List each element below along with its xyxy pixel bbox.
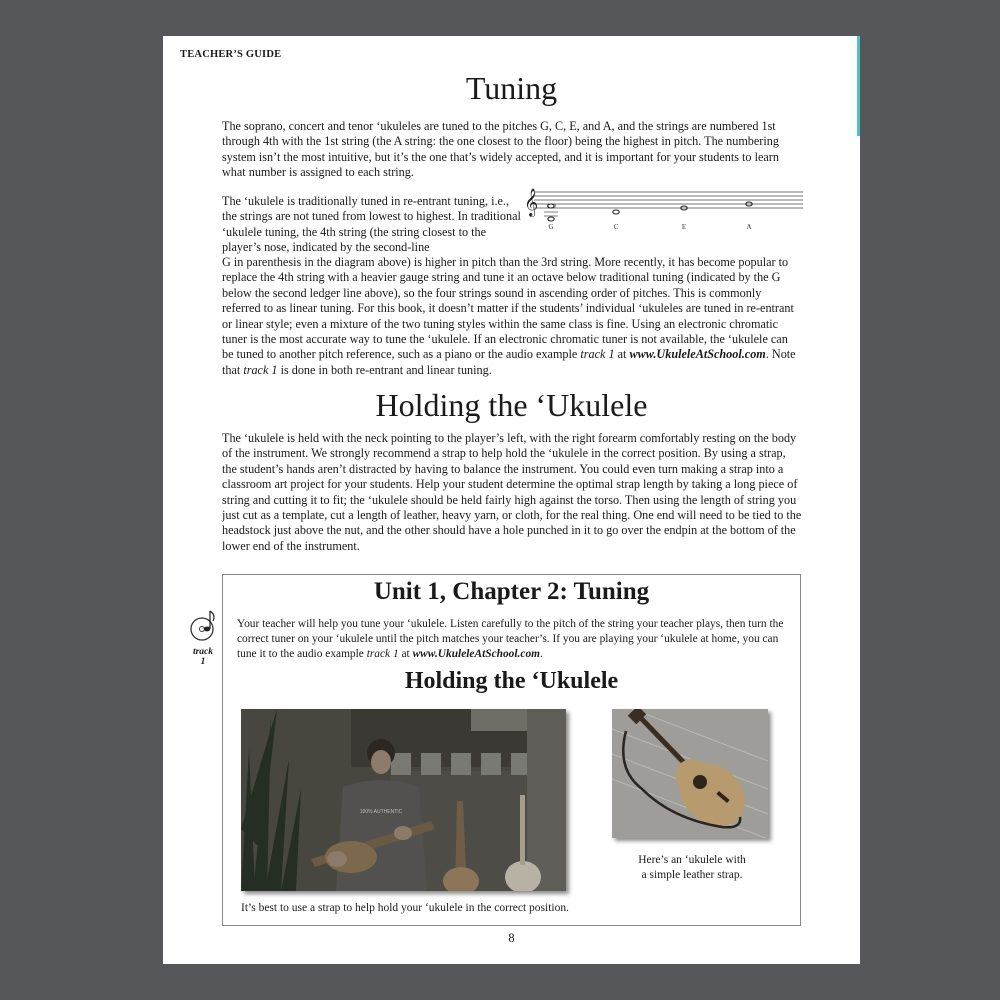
treble-clef-icon: 𝄞	[524, 188, 539, 216]
student-box-text: Your teacher will help you tune your ‘ukulele. Listen carefully to the pitch of the string your teacher plays, then turn the correct tuner on your ‘ukulele until the pitch matches your teacher’s. If you are playing your ‘ukulele at home, you can tune it to the audio example	[237, 618, 784, 661]
caption-strap-photo	[612, 853, 772, 882]
student-box-subtitle: Holding the ‘Ukulele	[404, 668, 619, 694]
track-number: 1	[200, 657, 206, 667]
tuning-paragraph-2-end: is done in both re-entrant and linear tuning.	[277, 362, 492, 377]
note-label-a: A	[746, 223, 752, 231]
holding-paragraph: The ‘ukulele is held with the neck pointing to the player’s left, with the right forearm comfortably resting on the body of the instrument. We strongly recommend a strap to help hold the ‘ukulele in the correct position. By using a strap, the student’s hands aren’t distracted by having to balance the instrument. You could even turn making a strap into a classroom art project for your students. Help your student determine the optimal strap length by taking a long piece of string and cutting it to fit; the ‘ukulele should be held fairly high against the torso. Then using the length of string you just cut as a template, cut a length of leather, heavy yarn, or cloth, for the real thing. One end will need to be tied to the headstock just above the nut, and the other should have a hole punched in it to go over the endpin at the bottom of the lower end of the instrument.	[222, 431, 802, 553]
page-number: 8	[508, 931, 515, 945]
tuning-heading: Tuning	[465, 70, 558, 106]
holding-heading: Holding the ‘Ukulele	[375, 387, 648, 423]
connector-text: at	[398, 648, 413, 661]
note-label-c: C	[613, 223, 619, 231]
tuning-paragraph-2-intro: The ‘ukulele is traditionally tuned in re-entrant tuning, i.e., the strings are not tuned from lowest to highest. In traditional ‘ukulele tuning, the 4th string (the string closest to the player’s nose, indicated by the second-line	[222, 194, 521, 255]
caption-strap-line-1: Here’s an ‘ukulele with	[638, 854, 746, 866]
svg-text:): )	[554, 204, 556, 209]
photo-ukulele-with-strap	[612, 709, 768, 838]
connector-text: . Note that	[222, 347, 796, 377]
note-label-g: G	[548, 223, 554, 231]
running-header: TEACHER’S GUIDE	[180, 49, 282, 60]
audio-track-marker	[185, 608, 221, 667]
tuning-paragraph-2-body	[222, 255, 802, 378]
track-reference: track 1	[366, 648, 399, 661]
website-link[interactable]: www.UkuleleAtSchool.com	[412, 648, 540, 661]
track-reference: track 1	[580, 347, 615, 362]
caption-player-photo: It’s best to use a strap to help hold your ‘ukulele in the correct position.	[241, 902, 569, 914]
student-box-title: Unit 1, Chapter 2: Tuning	[373, 578, 650, 605]
svg-text:(: (	[547, 204, 549, 209]
note-label-e: E	[681, 223, 687, 231]
student-page-box	[222, 574, 801, 926]
track-label: track	[192, 647, 214, 657]
track-reference: track 1	[243, 362, 278, 377]
shirt-print: 100% AUTHENTIC	[359, 809, 403, 815]
connector-text: .	[540, 648, 543, 661]
caption-strap-line-2: a simple leather strap.	[641, 868, 743, 881]
connector-text: at	[614, 347, 630, 362]
photo-player-with-strap	[241, 709, 566, 891]
tuning-paragraph-1: The soprano, concert and tenor ‘ukuleles are tuned to the pitches G, C, E, and A, and the strings are numbered 1st through 4th with the 1st string (the A string: the one closest to the floor) being the highest in pitch. The numbering system isn’t the most intuitive, but it’s the one that’s widely accepted, and it is important for your students to learn what number is assigned to each string.	[222, 119, 779, 180]
student-box-paragraph	[237, 617, 787, 663]
document-page	[163, 36, 860, 964]
tuning-paragraph-2-text: G in parenthesis in the diagram above) is higher in pitch than the 3rd string. More recently, it has become popular to replace the 4th string with a heavier gauge string and tune it an octave below traditional tuning (indicated by the G below the second ledger line above), so the four strings sound in ascending order of pitches. This is commonly referred to as linear tuning. For this book, it doesn’t matter if the students’ individual ‘ukuleles are tuned in re-entrant or linear style; even a mixture of the two tuning styles within the same class is fine. Using an electronic chromatic tuner is the most accurate way to tune the ‘ukulele. If an electronic chromatic tuner is not available, the ‘ukulele can be tuned to another pitch reference, such as a piano or the audio example	[222, 255, 794, 362]
music-note-cd-icon	[188, 608, 218, 642]
website-link[interactable]: www.UkuleleAtSchool.com	[629, 347, 766, 362]
tuning-staff-diagram	[520, 188, 803, 236]
